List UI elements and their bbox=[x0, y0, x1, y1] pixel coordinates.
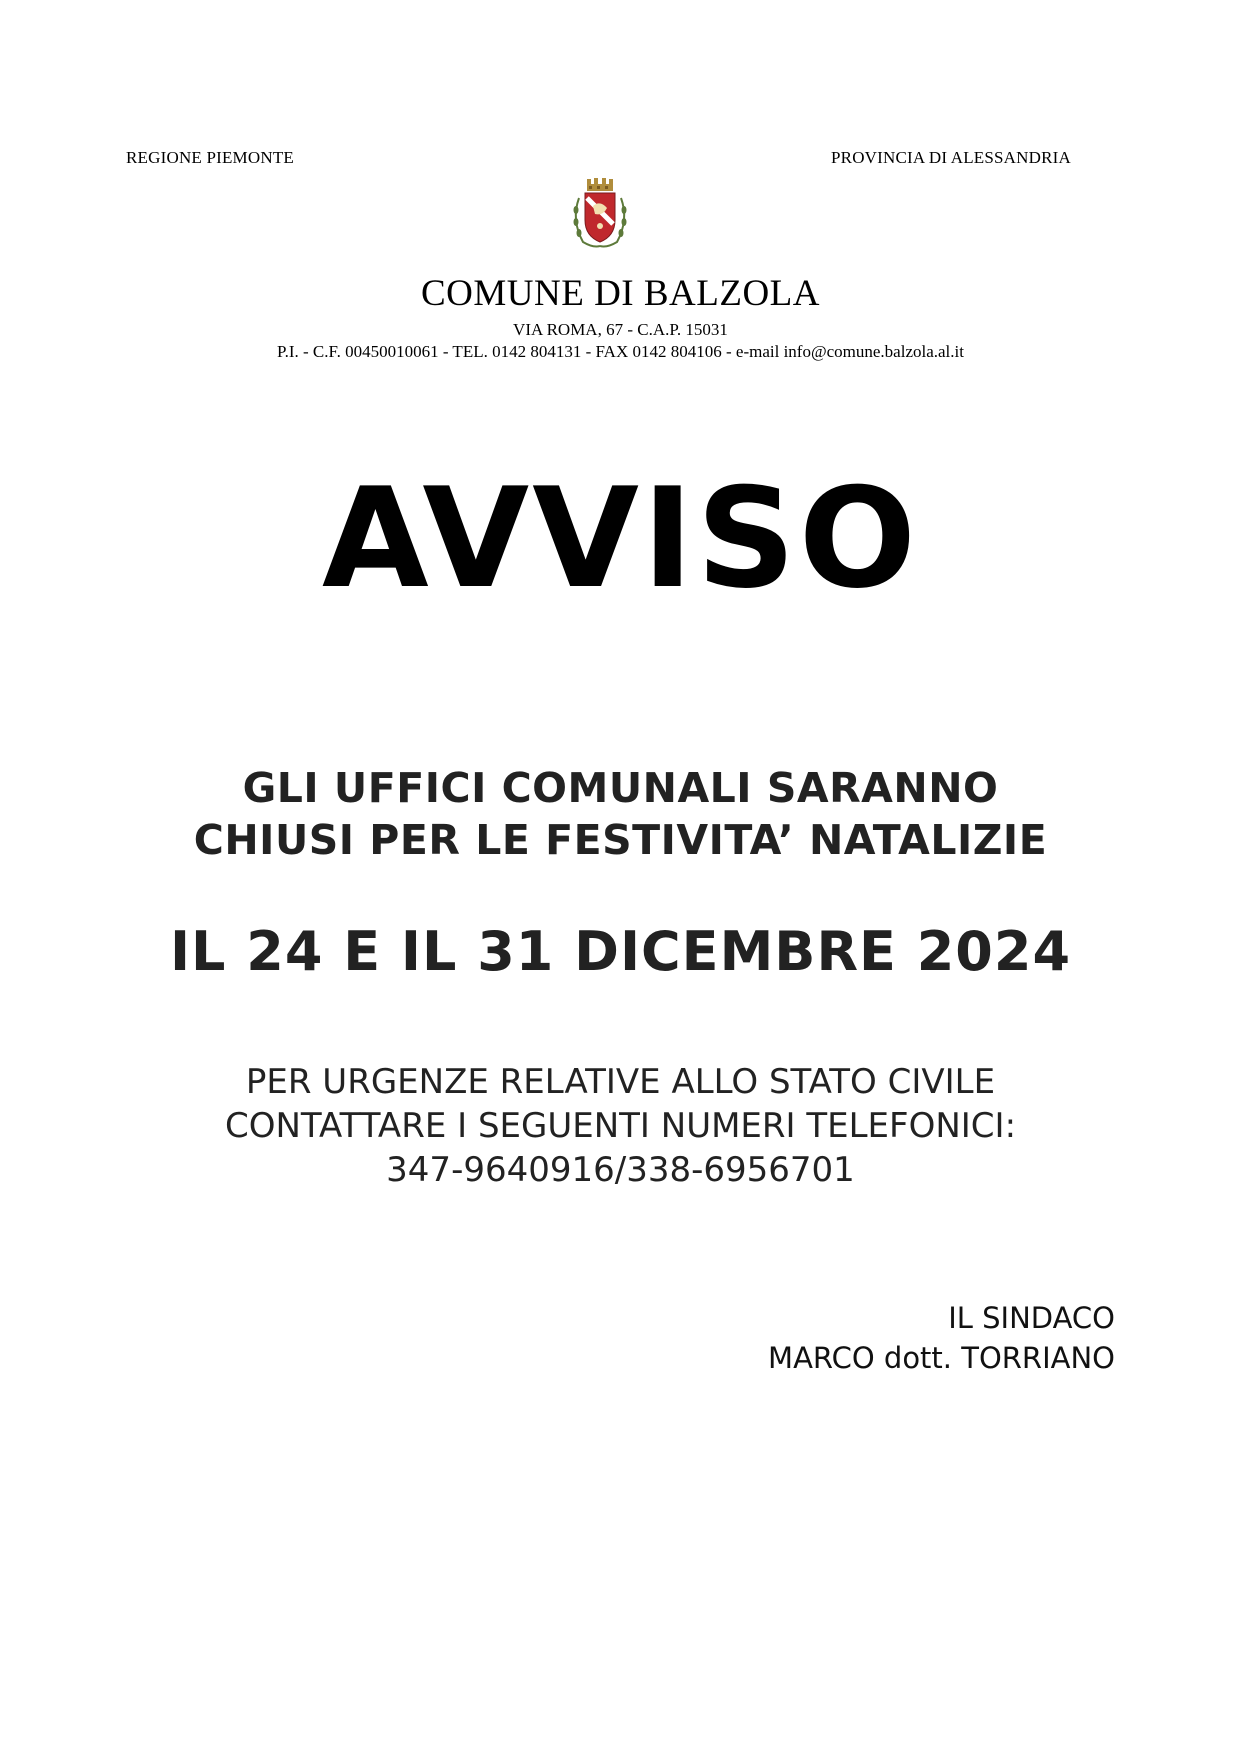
municipality-address: VIA ROMA, 67 - C.A.P. 15031 bbox=[513, 320, 728, 339]
signature-block bbox=[768, 1298, 1115, 1378]
closure-line: GLI UFFICI COMUNALI SARANNO bbox=[242, 764, 999, 812]
urgent-contacts bbox=[0, 1060, 1241, 1192]
municipality-contacts: P.I. - C.F. 00450010061 - TEL. 0142 804131 - FAX 0142 804106 - e-mail info@comune.balzola.al.it bbox=[277, 342, 964, 361]
signature-role: IL SINDACO bbox=[948, 1301, 1115, 1335]
urgent-line: CONTATTARE I SEGUENTI NUMERI TELEFONICI: bbox=[224, 1106, 1017, 1146]
closure-message bbox=[0, 762, 1241, 866]
region-label: REGIONE PIEMONTE bbox=[126, 148, 294, 167]
shield-icon bbox=[585, 193, 615, 242]
crown-icon bbox=[587, 178, 613, 191]
coat-of-arms-icon bbox=[567, 176, 633, 252]
province-label: PROVINCIA DI ALESSANDRIA bbox=[831, 148, 1071, 167]
signature-name: MARCO dott. TORRIANO bbox=[768, 1341, 1115, 1375]
phone-numbers: 347-9640916/338-6956701 bbox=[386, 1150, 855, 1190]
closure-line: CHIUSI PER LE FESTIVITA’ NATALIZIE bbox=[193, 816, 1048, 864]
urgent-line: PER URGENZE RELATIVE ALLO STATO CIVILE bbox=[245, 1062, 996, 1102]
closure-dates: IL 24 E IL 31 DICEMBRE 2024 bbox=[169, 920, 1072, 983]
municipality-name: COMUNE DI BALZOLA bbox=[420, 273, 821, 314]
notice-title: AVVISO bbox=[321, 458, 920, 619]
